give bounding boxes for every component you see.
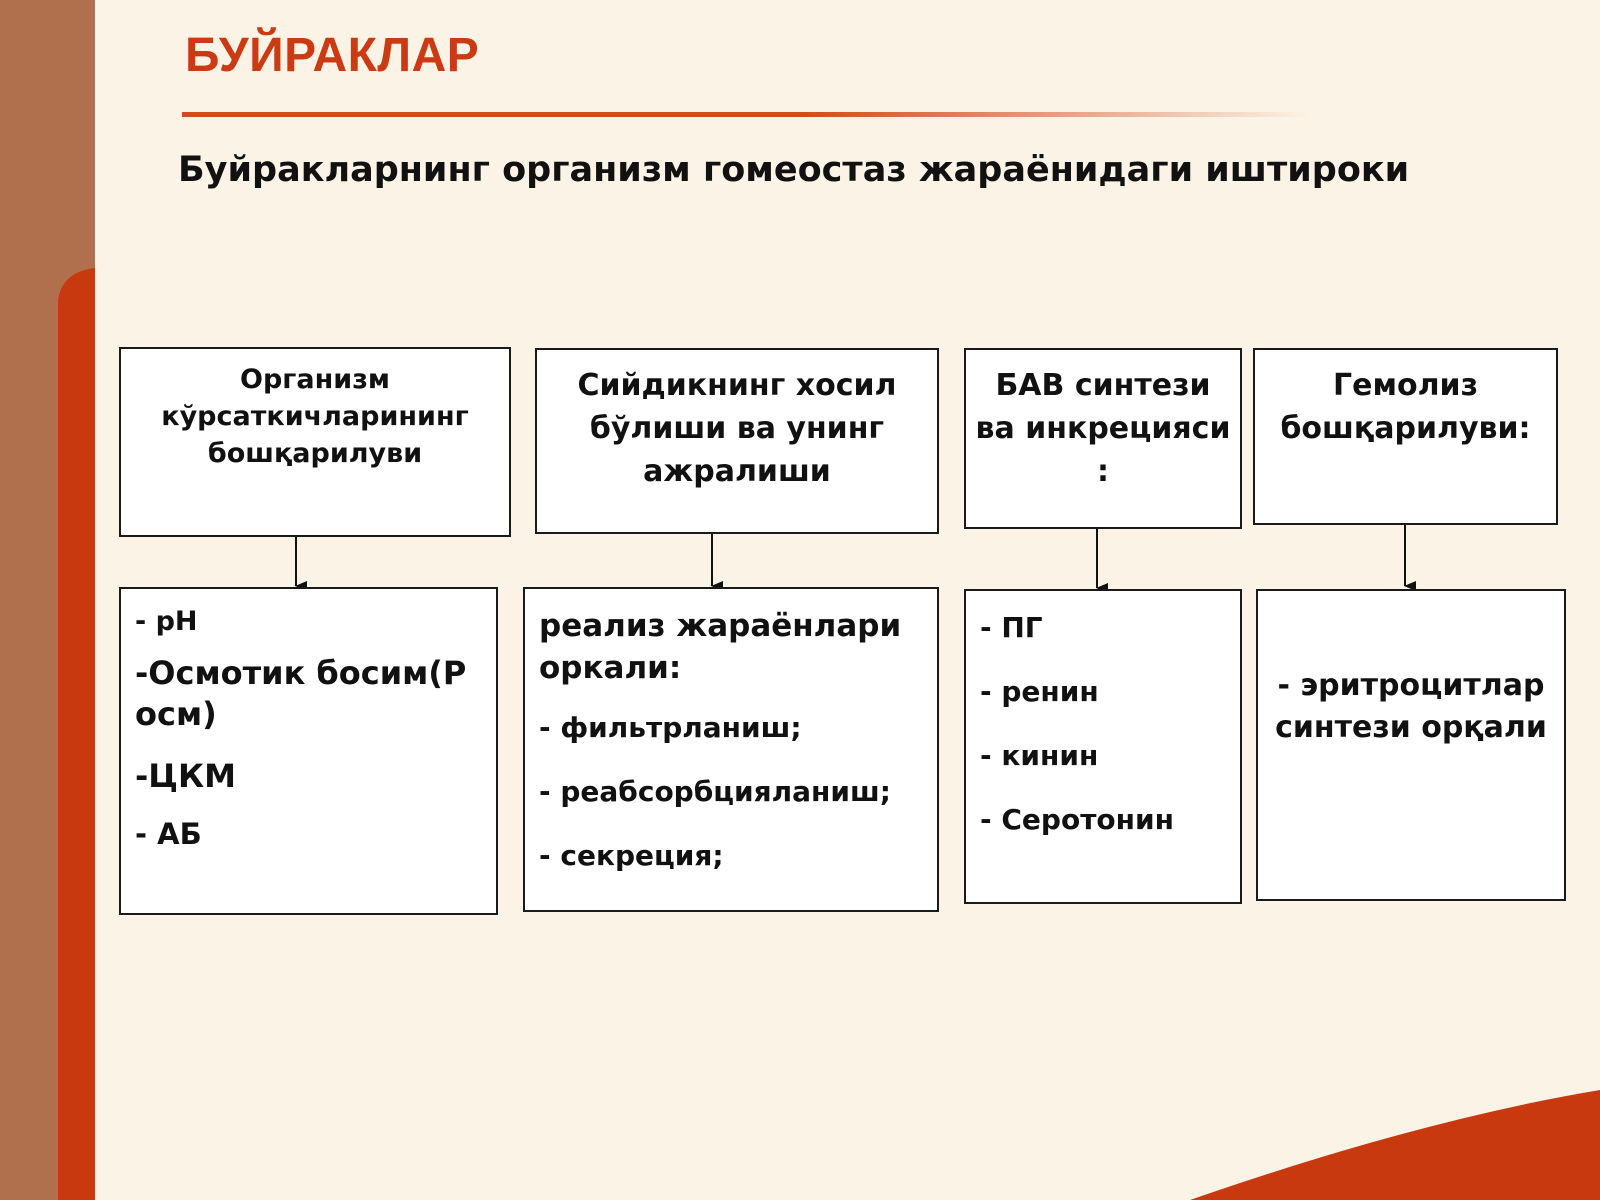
heading-line: бошқарилуви: (1280, 411, 1531, 446)
list-box-urine-formation (523, 587, 939, 912)
list-item: - реабсорбцияланиш; (539, 775, 891, 808)
list-item: - pH (135, 606, 198, 637)
list-box-hemolysis (1256, 589, 1566, 901)
list-item: синтези орқали (1275, 710, 1547, 745)
list-item: - АБ (135, 817, 202, 851)
list-box-bav-synthesis (964, 589, 1242, 904)
title-underline (182, 112, 1312, 117)
list-item: оркали: (539, 650, 682, 686)
heading-box-indicators (119, 347, 511, 537)
list-item: -ЦКМ (135, 757, 236, 795)
list-item: - ПГ (980, 611, 1043, 644)
heading-line: бўлиши ва унинг (589, 411, 885, 446)
heading-line: ажралиши (643, 454, 831, 489)
heading-line: Организм (240, 364, 390, 395)
heading-line: : (1097, 454, 1109, 489)
list-item: - фильтрланиш; (539, 711, 802, 744)
side-band (0, 0, 95, 1200)
list-item: - кинин (980, 739, 1099, 772)
list-item: реализ жараёнлари (539, 608, 902, 644)
list-item: - Серотонин (980, 803, 1174, 836)
heading-box-urine-formation (535, 348, 939, 534)
heading-line: ва инкрецияси (975, 411, 1231, 446)
heading-line: бошқарилуви (207, 438, 423, 469)
list-item: - секреция; (539, 839, 724, 872)
corner-wave (1190, 1090, 1600, 1200)
list-item: -Осмотик босим(Р (135, 654, 467, 692)
side-accent-strip (58, 268, 95, 1200)
list-item: - ренин (980, 675, 1099, 708)
heading-box-bav-synthesis (964, 348, 1242, 529)
slide-title: БУЙРАКЛАР (185, 29, 480, 82)
slide-subtitle: Буйракларнинг организм гомеостаз жараёнидаги иштироки (178, 150, 1410, 190)
list-item: осм) (135, 695, 217, 733)
list-box-indicators (119, 587, 498, 915)
list-item: - эритроцитлар (1277, 668, 1545, 703)
heading-box-hemolysis (1253, 348, 1558, 525)
heading-line: кўрсаткичларининг (161, 401, 469, 432)
heading-line: Гемолиз (1332, 368, 1479, 403)
heading-line: Сийдикнинг хосил (577, 368, 897, 403)
heading-line: БАВ синтези (995, 368, 1211, 403)
